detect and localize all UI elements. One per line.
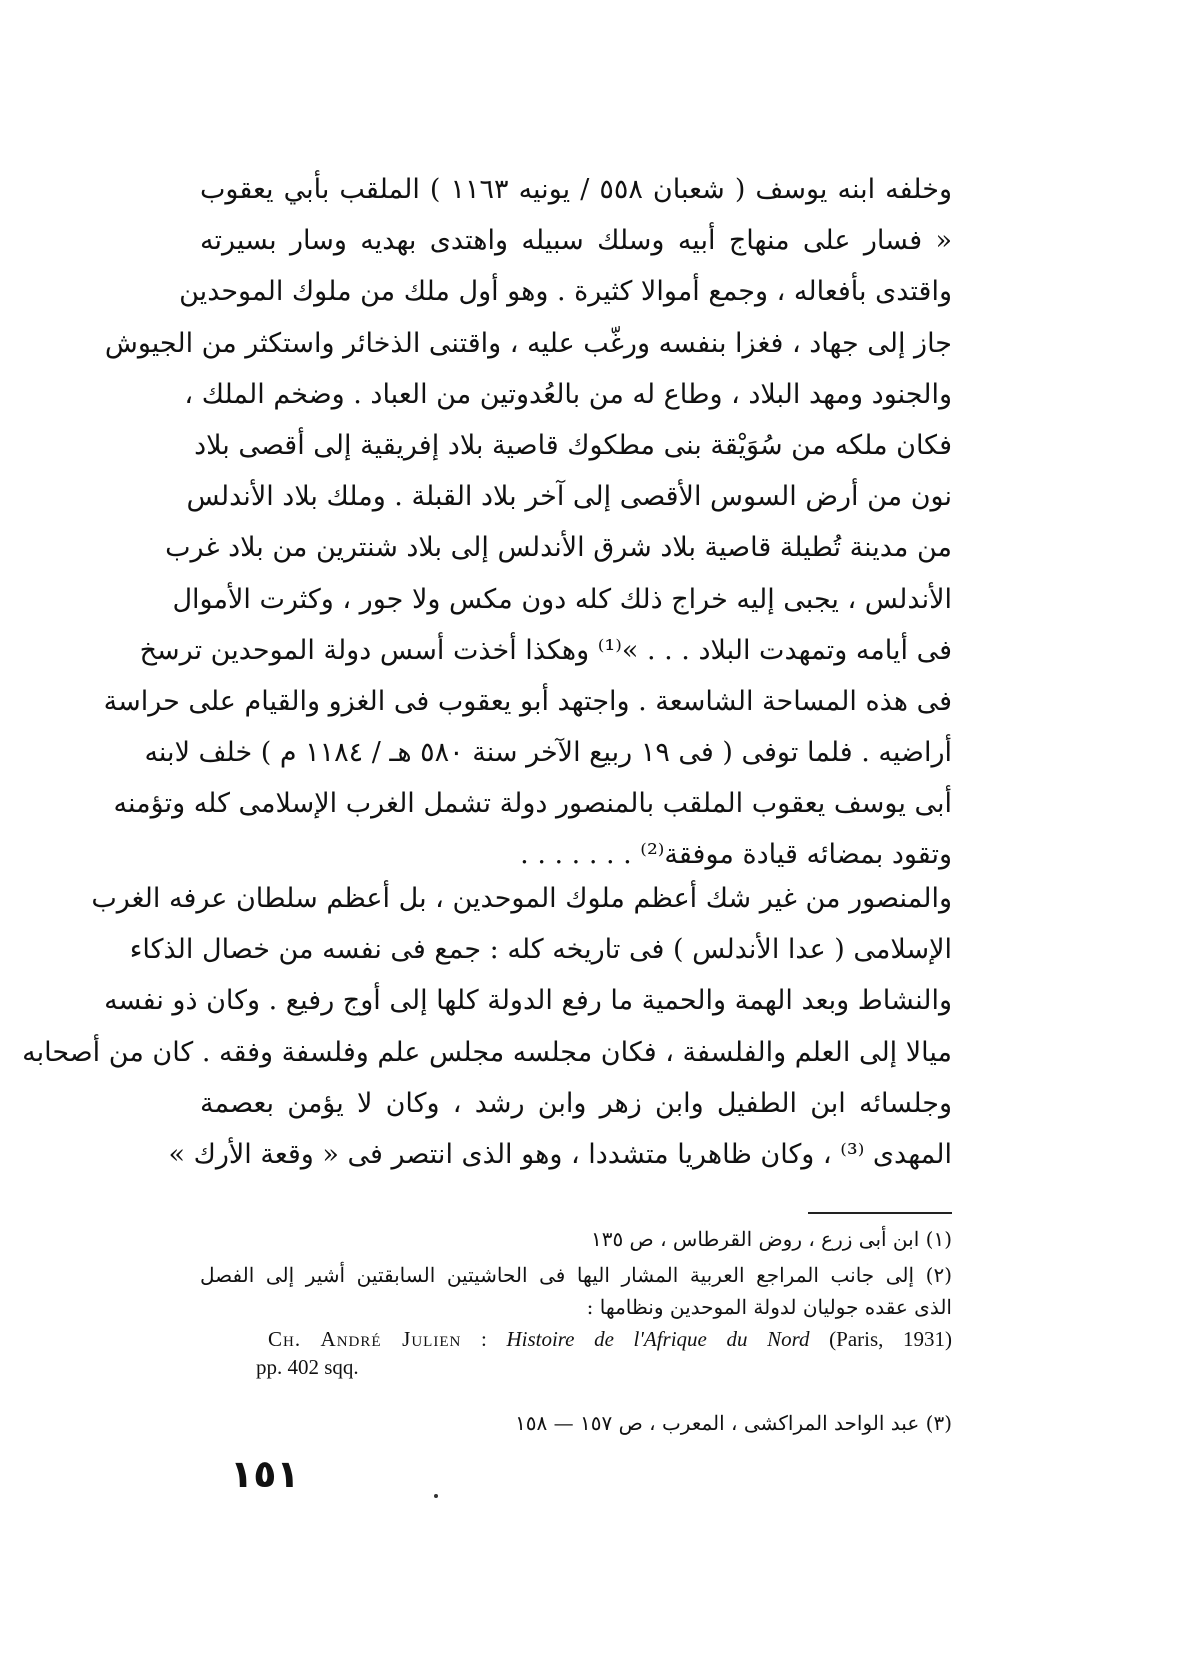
paragraph-line: جاز إلى جهاد ، فغزا بنفسه ورغّب عليه ، واقتنى الذخائر واستكثر من الجيوش	[104, 327, 952, 359]
paragraph-line: والجنود ومهد البلاد ، وطاع له من بالعُدوتين من العباد . وضخم الملك ،	[184, 378, 952, 410]
paragraph-line: واقتدى بأفعاله ، وجمع أموالا كثيرة . وهو أول ملك من ملوك الموحدين	[179, 276, 952, 308]
citation-title: Histoire de l'Afrique du Nord	[506, 1327, 810, 1351]
paragraph-line: المهدى ⁽³⁾ ، وكان ظاهريا متشددا ، وهو الذى انتصر فى « وقعة الأرك »	[168, 1138, 952, 1170]
paragraph-line: « فسار على منهاج أبيه وسلك سبيله واهتدى بهديه وسار بسيرته	[200, 225, 952, 257]
paragraph-2	[22, 873, 952, 1180]
paragraph-line: فى أيامه وتمهدت البلاد . . . »⁽¹⁾ وهكذا أخذت أسس دولة الموحدين ترسخ	[139, 634, 952, 666]
paragraph-line: وخلفه ابنه يوسف ( شعبان ٥٥٨ / يونيه ١١٦٣ ) الملقب بأبي يعقوب	[200, 174, 952, 205]
print-speck	[434, 1494, 438, 1498]
paragraph-line: الأندلس ، يجبى إليه خراج ذلك كله دون مكس ولا جور ، وكثرت الأموال	[172, 583, 952, 615]
paragraph-line: من مدينة تُطيلة قاصية بلاد شرق الأندلس إلى بلاد شنترين من بلاد غرب	[165, 532, 952, 564]
page-number: ١٥١	[230, 1452, 300, 1496]
footnote-2-line-1: (٢) إلى جانب المراجع العربية المشار اليها فى الحاشيتين السابقتين أشير إلى الفصل	[200, 1263, 952, 1287]
paragraph-line: والمنصور من غير شك أعظم ملوك الموحدين ، بل أعظم سلطان عرفه الغرب	[91, 883, 952, 914]
paragraph-line: نون من أرض السوس الأقصى إلى آخر بلاد القبلة . وملك بلاد الأندلس	[186, 481, 952, 513]
paragraph-line: أبى يوسف يعقوب الملقب بالمنصور دولة تشمل الغرب الإسلامى كله وتؤمنه	[113, 788, 952, 820]
footnote-1: (١) ابن أبى زرع ، روض القرطاس ، ص ١٣٥	[590, 1227, 952, 1251]
footnote-2-line-2: الذى عقده جوليان لدولة الموحدين ونظامها :	[586, 1295, 952, 1319]
paragraph-line: أراضيه . فلما توفى ( فى ١٩ ربيع الآخر سنة ٥٨٠ هـ / ١١٨٤ م ) خلف لابنه	[144, 737, 952, 769]
citation-place: (Paris, 1931)	[829, 1327, 953, 1351]
paragraph-1	[103, 164, 952, 881]
paragraph-line: ميالا إلى العلم والفلسفة ، فكان مجلسه مجلس علم وفلسفة وفقه . كان من أصحابه	[22, 1036, 952, 1068]
paragraph-line: فكان ملكه من سُوَيْقة بنى مطكوك قاصية بلاد إفريقية إلى أقصى بلاد	[194, 429, 952, 461]
footnote-3: (٣) عبد الواحد المراكشى ، المعرب ، ص ١٥٧ — ١٥٨	[515, 1411, 952, 1435]
paragraph-line: فى هذه المساحة الشاسعة . واجتهد أبو يعقوب فى الغزو والقيام على حراسة	[103, 685, 952, 717]
footnote-2-citation	[268, 1325, 952, 1353]
paragraph-line: وتقود بمضائه قيادة موفقة⁽²⁾ . . . . . . .	[520, 839, 952, 871]
footnote-2-pages: pp. 402 sqq.	[256, 1355, 359, 1379]
paragraph-line: وجلسائه ابن الطفيل وابن زهر وابن رشد ، وكان لا يؤمن بعصمة	[200, 1087, 952, 1119]
citation-author: Ch. André Julien	[268, 1327, 462, 1351]
citation-colon: :	[480, 1327, 487, 1351]
paragraph-line: والنشاط وبعد الهمة والحمية ما رفع الدولة كلها إلى أوج رفيع . وكان ذو نفسه	[104, 985, 952, 1017]
footnote-separator	[808, 1212, 952, 1214]
paragraph-line: الإسلامى ( عدا الأندلس ) فى تاريخه كله : جمع فى نفسه من خصال الذكاء	[129, 934, 952, 966]
